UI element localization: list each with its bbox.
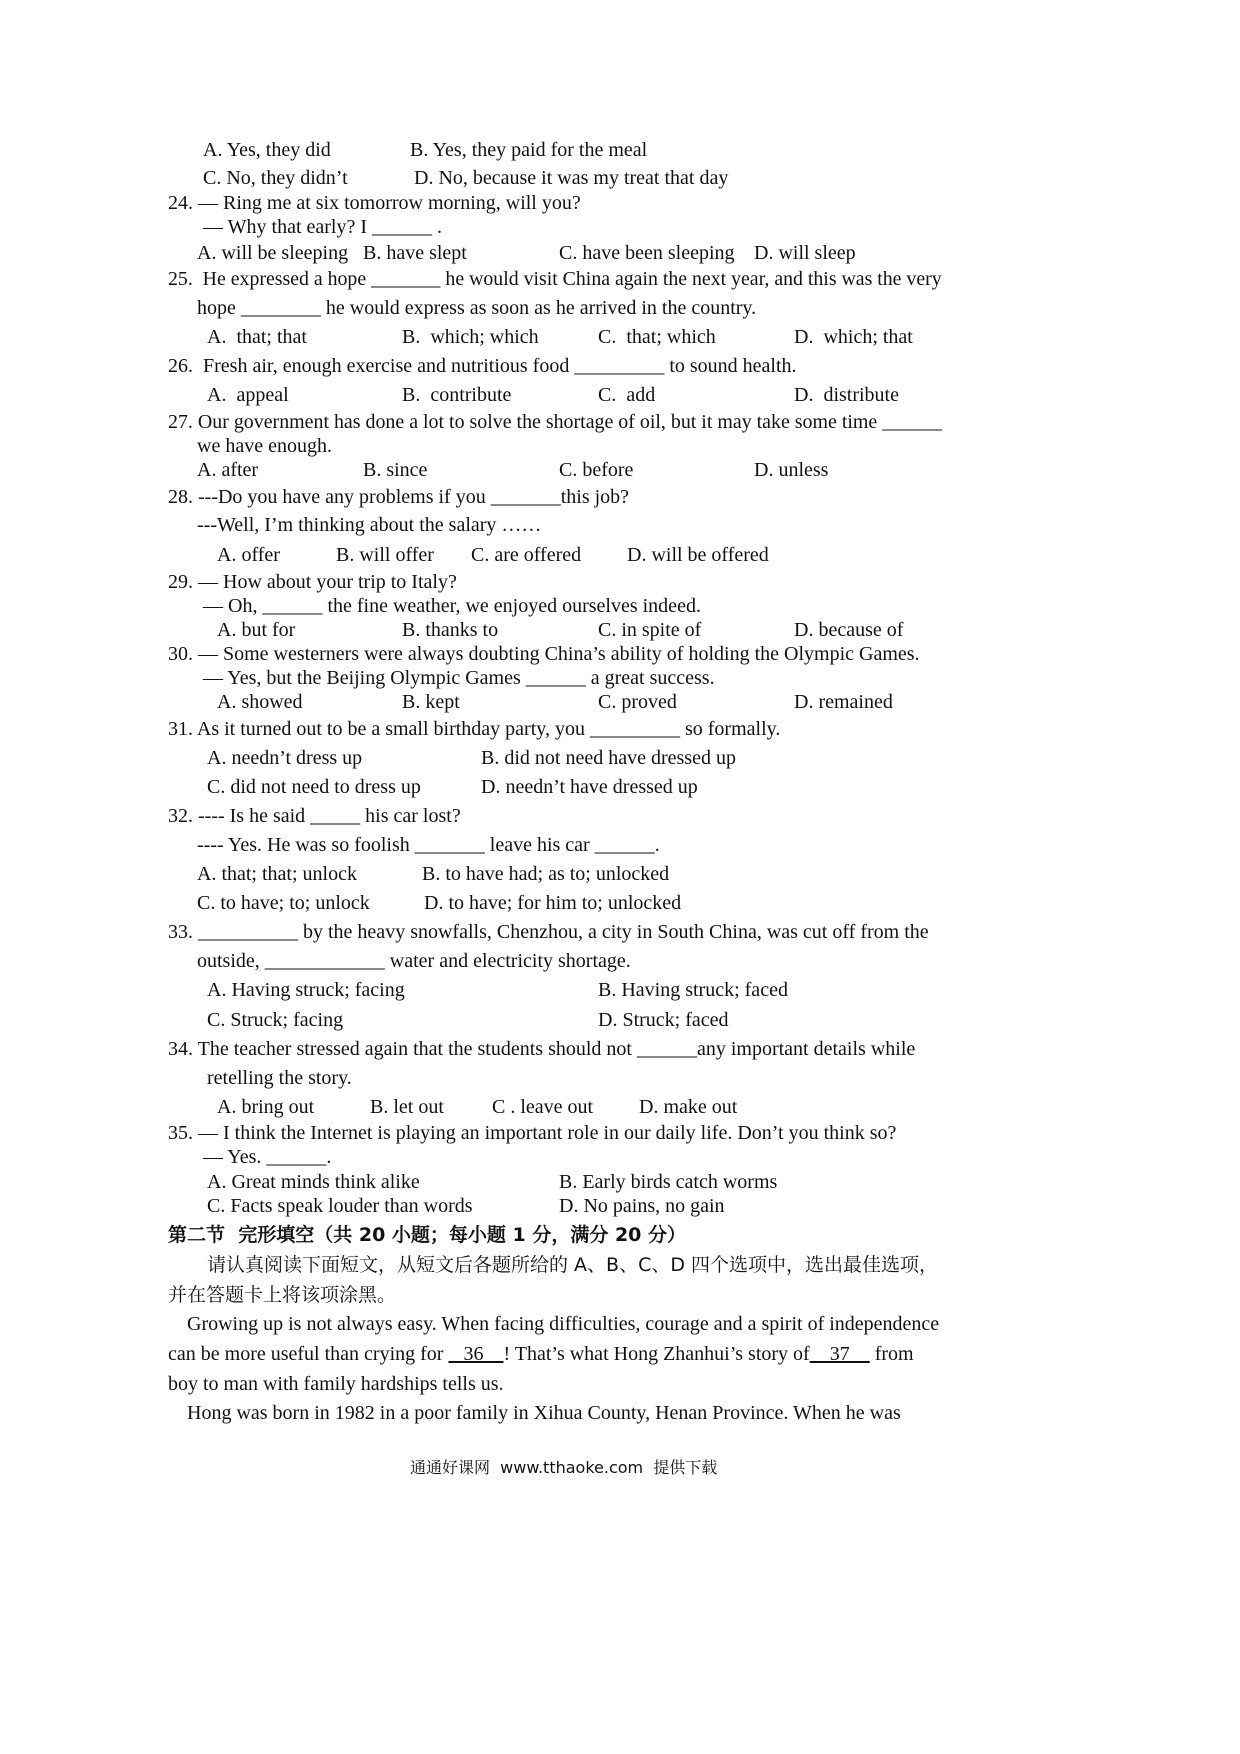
page-footer: 通通好课网 www.tthaoke.com 提供下载 bbox=[410, 1458, 718, 1477]
q32-stem-line-2: ---- Yes. He was so foolish _______ leave his car ______. bbox=[197, 834, 660, 856]
q28-stem-line-2: ---Well, I’m thinking about the salary …… bbox=[197, 514, 542, 536]
section-heading: 第二节 完形填空（共 20 小题；每小题 1 分，满分 20 分） bbox=[168, 1224, 687, 1246]
passage-line-2 bbox=[168, 1342, 914, 1366]
option-b: B. Having struck; faced bbox=[598, 979, 788, 1001]
option-c: C. proved bbox=[598, 691, 677, 713]
option-a: A. showed bbox=[217, 691, 303, 713]
option-b: B. did not need have dressed up bbox=[481, 747, 736, 769]
option-c: C. are offered bbox=[471, 544, 582, 566]
option-a: A. that; that bbox=[207, 326, 307, 348]
option-c: C. before bbox=[559, 459, 634, 481]
option-a: A. offer bbox=[217, 544, 280, 566]
q29-stem-line-2: — Oh, ______ the fine weather, we enjoyed ourselves indeed. bbox=[203, 595, 701, 617]
option-c: C. did not need to dress up bbox=[207, 776, 421, 798]
option-c: C. add bbox=[598, 384, 656, 406]
option-c: C. to have; to; unlock bbox=[197, 892, 370, 914]
option-d: D. will be offered bbox=[627, 544, 769, 566]
q35-stem-line-2: — Yes. ______. bbox=[203, 1146, 332, 1168]
q29-stem-line-1: 29. — How about your trip to Italy? bbox=[168, 571, 457, 593]
passage-text: ! That’s what Hong Zhanhui’s story of bbox=[503, 1343, 810, 1365]
option-b: B. contribute bbox=[402, 384, 512, 406]
q24-stem-line-2: — Why that early? I ______ . bbox=[203, 216, 443, 238]
q34-stem-line-2: retelling the story. bbox=[207, 1067, 352, 1089]
q23-option-c: C. No, they didn’t bbox=[203, 167, 348, 189]
q25-stem-line-2: hope ________ he would express as soon as he arrived in the country. bbox=[197, 297, 757, 319]
option-b: B. kept bbox=[402, 691, 460, 713]
passage-line-1: Growing up is not always easy. When facing difficulties, courage and a spirit of independence bbox=[187, 1313, 940, 1335]
q27-stem-line-1: 27. Our government has done a lot to solve the shortage of oil, but it may take some time ______ bbox=[168, 411, 942, 433]
option-a: A. but for bbox=[217, 619, 296, 641]
q33-stem-line-1: 33. __________ by the heavy snowfalls, Chenzhou, a city in South China, was cut off from the bbox=[168, 921, 929, 943]
q23-option-b: B. Yes, they paid for the meal bbox=[410, 139, 648, 161]
option-d: D. remained bbox=[794, 691, 893, 713]
option-d: D. needn’t have dressed up bbox=[481, 776, 698, 798]
blank-36: 36 bbox=[448, 1343, 504, 1365]
instructions-line-2: 并在答题卡上将该项涂黑。 bbox=[168, 1284, 397, 1306]
option-b: B. to have had; as to; unlocked bbox=[422, 863, 670, 885]
option-a: A. will be sleeping bbox=[197, 242, 349, 264]
option-b: B. thanks to bbox=[402, 619, 499, 641]
option-a: A. that; that; unlock bbox=[197, 863, 357, 885]
option-c: C. Facts speak louder than words bbox=[207, 1195, 473, 1217]
q26-stem-line-1: 26. Fresh air, enough exercise and nutritious food _________ to sound health. bbox=[168, 355, 797, 377]
option-d: D. because of bbox=[794, 619, 904, 641]
q27-stem-line-2: we have enough. bbox=[197, 435, 332, 457]
option-b: B. since bbox=[363, 459, 428, 481]
q24-stem-line-1: 24. — Ring me at six tomorrow morning, will you? bbox=[168, 192, 581, 214]
option-d: D. will sleep bbox=[754, 242, 856, 264]
option-b: B. which; which bbox=[402, 326, 539, 348]
option-b: B. will offer bbox=[336, 544, 434, 566]
option-c: C. that; which bbox=[598, 326, 716, 348]
q33-stem-line-2: outside, ____________ water and electricity shortage. bbox=[197, 950, 631, 972]
passage-text: from bbox=[869, 1343, 914, 1365]
q30-stem-line-1: 30. — Some westerners were always doubting China’s ability of holding the Olympic Games. bbox=[168, 643, 920, 665]
option-c: C . leave out bbox=[492, 1096, 594, 1118]
option-d: D. Struck; faced bbox=[598, 1009, 729, 1031]
option-c: C. Struck; facing bbox=[207, 1009, 344, 1031]
blank-37: 37 bbox=[809, 1343, 870, 1365]
option-a: A. needn’t dress up bbox=[207, 747, 363, 769]
passage-line-3: boy to man with family hardships tells us. bbox=[168, 1373, 504, 1395]
option-d: D. make out bbox=[639, 1096, 738, 1118]
option-b: B. Early birds catch worms bbox=[559, 1171, 778, 1193]
option-d: D. which; that bbox=[794, 326, 913, 348]
option-c: C. in spite of bbox=[598, 619, 702, 641]
q25-stem-line-1: 25. He expressed a hope _______ he would visit China again the next year, and this was the very bbox=[168, 268, 942, 290]
q30-stem-line-2: — Yes, but the Beijing Olympic Games ______ a great success. bbox=[203, 667, 715, 689]
option-b: B. let out bbox=[370, 1096, 444, 1118]
option-d: D. distribute bbox=[794, 384, 899, 406]
option-c: C. have been sleeping bbox=[559, 242, 735, 264]
q32-stem-line-1: 32. ---- Is he said _____ his car lost? bbox=[168, 805, 461, 827]
q28-stem-line-1: 28. ---Do you have any problems if you _______this job? bbox=[168, 486, 630, 508]
option-d: D. unless bbox=[754, 459, 829, 481]
option-b: B. have slept bbox=[363, 242, 467, 264]
passage-text: can be more useful than crying for bbox=[168, 1343, 449, 1365]
q34-stem-line-1: 34. The teacher stressed again that the students should not ______any important details while bbox=[168, 1038, 916, 1060]
passage-line-4: Hong was born in 1982 in a poor family in Xihua County, Henan Province. When he was bbox=[187, 1402, 901, 1424]
option-d: D. to have; for him to; unlocked bbox=[424, 892, 682, 914]
instructions-line-1: 请认真阅读下面短文，从短文后各题所给的 A、B、C、D 四个选项中，选出最佳选项， bbox=[207, 1254, 939, 1276]
option-a: A. after bbox=[197, 459, 259, 481]
option-a: A. Great minds think alike bbox=[207, 1171, 420, 1193]
q23-option-d: D. No, because it was my treat that day bbox=[414, 167, 729, 189]
q35-stem-line-1: 35. — I think the Internet is playing an important role in our daily life. Don’t you think so? bbox=[168, 1122, 897, 1144]
option-a: A. appeal bbox=[207, 384, 289, 406]
option-d: D. No pains, no gain bbox=[559, 1195, 725, 1217]
q31-stem-line-1: 31. As it turned out to be a small birthday party, you _________ so formally. bbox=[168, 718, 781, 740]
option-a: A. Having struck; facing bbox=[207, 979, 405, 1001]
option-a: A. bring out bbox=[217, 1096, 315, 1118]
q23-option-a: A. Yes, they did bbox=[203, 139, 331, 161]
